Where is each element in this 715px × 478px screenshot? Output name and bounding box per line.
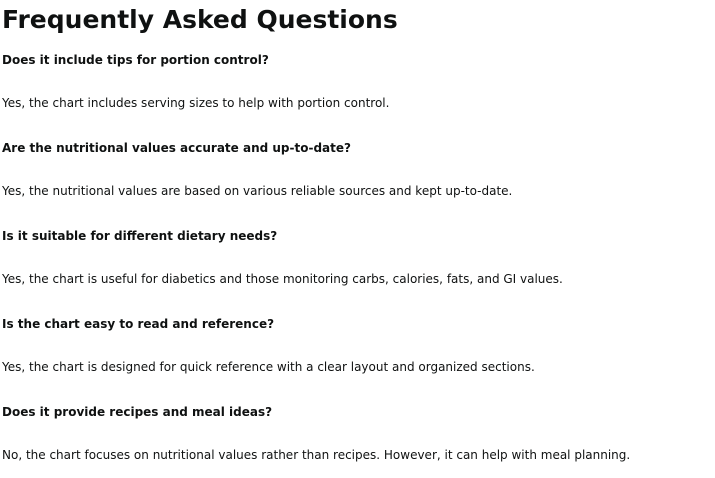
faq-question: Does it provide recipes and meal ideas?	[2, 405, 273, 419]
faq-question: Is the chart easy to read and reference?	[2, 317, 275, 331]
faq-item	[2, 52, 715, 140]
faq-item	[2, 316, 715, 404]
faq-question: Is it suitable for different dietary needs?	[2, 229, 278, 243]
faq-answer: Yes, the chart is designed for quick reference with a clear layout and organized sections.	[2, 360, 535, 374]
faq-title: Frequently Asked Questions	[2, 5, 398, 34]
faq-question: Does it include tips for portion control?	[2, 53, 269, 67]
faq-item	[2, 140, 715, 228]
faq-answer: Yes, the chart is useful for diabetics and those monitoring carbs, calories, fats, and GI values.	[2, 272, 563, 286]
faq-answer: Yes, the chart includes serving sizes to help with portion control.	[2, 96, 390, 110]
faq-item	[2, 228, 715, 316]
faq-answer: Yes, the nutritional values are based on various reliable sources and kept up-to-date.	[2, 184, 513, 198]
faq-answer: No, the chart focuses on nutritional values rather than recipes. However, it can help with meal planning.	[2, 448, 631, 462]
faq-item	[2, 404, 715, 478]
faq-question: Are the nutritional values accurate and up-to-date?	[2, 141, 351, 155]
